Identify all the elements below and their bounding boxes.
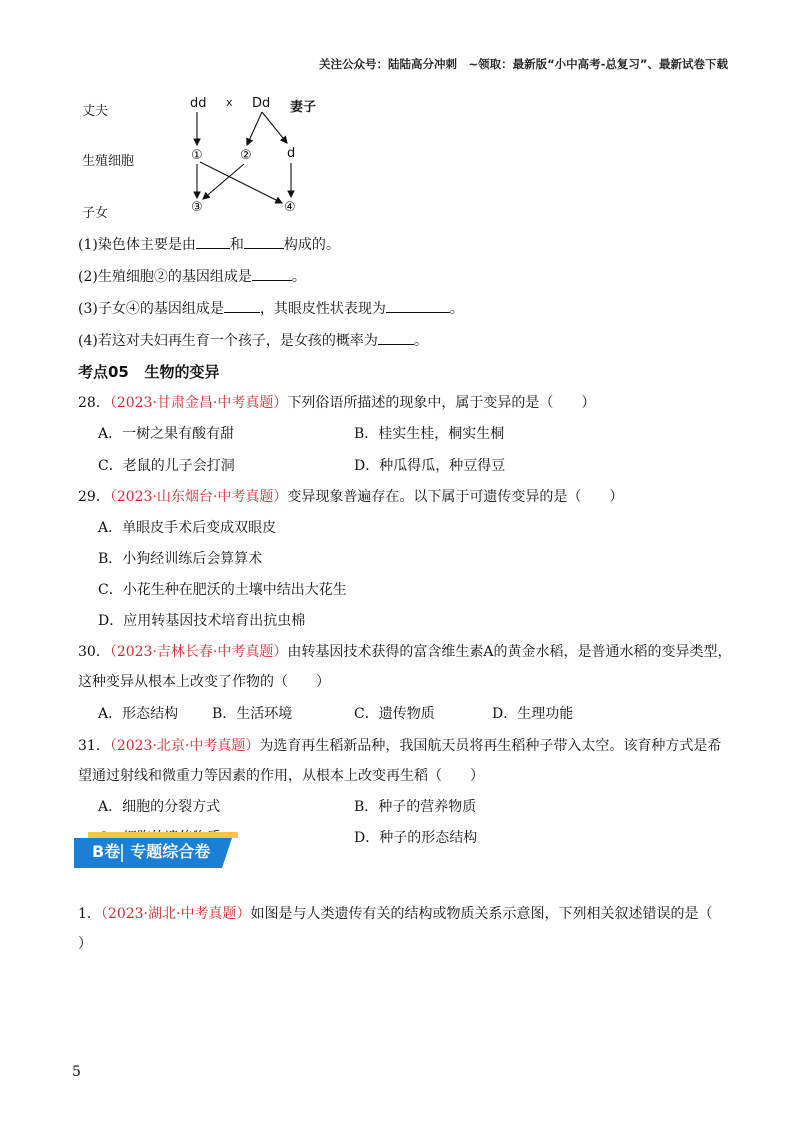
option-a[interactable]: A．一树之果有酸有甜	[98, 426, 235, 442]
child-3: ③	[191, 200, 203, 215]
question-source: （2023·山东烟台·中考真题）	[109, 489, 288, 505]
arrow-mother-to-2	[247, 112, 262, 145]
option-a[interactable]: A．细胞的分裂方式	[98, 799, 221, 815]
option-b[interactable]: B．生活环境	[212, 706, 293, 722]
page-header: 关注公众号：陆陆高分冲刺 ~领取：最新版“小中高考-总复习”、最新试卷下载	[318, 57, 728, 71]
option-b[interactable]: B．桂实生桂，桐实生桐	[354, 426, 505, 442]
answer-blank[interactable]	[386, 298, 450, 313]
option-c[interactable]: C．小花生种在肥沃的土壤中结出大花生	[98, 582, 347, 598]
question-source: （2023·湖北·中考真题）	[100, 906, 251, 922]
question-28: 28．（2023·甘肃金昌·中考真题）下列俗语所描述的现象中，属于变异的是（ ）	[78, 395, 596, 411]
option-d[interactable]: D．应用转基因技术培育出抗虫棉	[98, 613, 306, 629]
option-d[interactable]: D．种子的形态结构	[354, 830, 478, 846]
section-heading: 考点05 生物的变异	[78, 363, 220, 381]
option-a[interactable]: A．形态结构	[98, 706, 179, 722]
option-c[interactable]: C．遗传物质	[354, 706, 435, 722]
answer-blank[interactable]	[252, 266, 292, 281]
answer-blank[interactable]	[378, 330, 414, 345]
answer-blank[interactable]	[224, 298, 260, 313]
sub-question-2: (2)生殖细胞②的基因组成是 。	[78, 266, 306, 287]
option-b[interactable]: B．种子的营养物质	[354, 799, 477, 815]
b-question-1: 1．（2023·湖北·中考真题）如图是与人类遗传有关的结构或物质关系示意图，下列相关叙述错误的是（	[78, 906, 713, 922]
option-a[interactable]: A．单眼皮手术后变成双眼皮	[98, 520, 277, 536]
arrow-1-to-4	[200, 162, 282, 203]
question-29: 29．（2023·山东烟台·中考真题）变异现象普遍存在。以下属于可遗传变异的是（ ）	[78, 489, 624, 505]
question-source: （2023·北京·中考真题）	[109, 738, 260, 754]
row-label-children: 子女	[82, 206, 109, 221]
mother-genotype: Dd	[252, 96, 271, 111]
row-label-gametes: 生殖细胞	[82, 154, 135, 169]
option-b[interactable]: B．小狗经训练后会算算术	[98, 551, 263, 567]
child-4: ④	[284, 200, 296, 215]
b-question-1-cont: ）	[78, 936, 92, 952]
sub-question-3: (3)子女④的基因组成是 ，其眼皮性状表现为 。	[78, 298, 464, 319]
sub-question-4: (4)若这对夫妇再生育一个孩子，是女孩的概率为 。	[78, 330, 428, 351]
question-source: （2023·吉林长春·中考真题）	[109, 644, 288, 660]
father-genotype: dd	[190, 96, 207, 111]
question-source: （2023·甘肃金昌·中考真题）	[109, 395, 288, 411]
cross-symbol: x	[226, 96, 233, 109]
sub-question-1: (1)染色体主要是由 和 构成的。	[78, 234, 340, 255]
gamete-d: d	[287, 146, 296, 161]
question-30: 30．（2023·吉林长春·中考真题）由转基因技术获得的富含维生素A的黄金水稻，是普通水稻的变异类型，	[78, 644, 732, 660]
answer-blank[interactable]	[196, 234, 230, 249]
banner-title: 专题综合卷	[130, 842, 211, 861]
page-number: 5	[72, 1064, 81, 1080]
option-d[interactable]: D．生理功能	[492, 706, 574, 722]
arrow-mother-to-d	[262, 112, 287, 143]
gamete-1: ①	[191, 148, 203, 163]
mother-label: 妻子	[290, 100, 317, 115]
answer-blank[interactable]	[244, 234, 284, 249]
banner-text	[92, 839, 210, 862]
diagram-arrows	[0, 0, 800, 240]
question-31-cont: 望通过射线和微重力等因素的作用，从根本上改变再生稻（ ）	[78, 768, 484, 784]
question-31: 31．（2023·北京·中考真题）为选育再生稻新品种，我国航天员将再生稻种子带入太空。该育种方式是希	[78, 738, 722, 754]
option-d[interactable]: D．种瓜得瓜，种豆得豆	[354, 458, 506, 474]
question-30-cont: 这种变异从根本上改变了作物的（ ）	[78, 674, 330, 690]
banner-tag: B卷	[92, 842, 121, 861]
option-c[interactable]: C．老鼠的儿子会打洞	[98, 458, 235, 474]
gamete-2: ②	[240, 148, 252, 163]
row-label-husband: 丈夫	[82, 104, 109, 119]
